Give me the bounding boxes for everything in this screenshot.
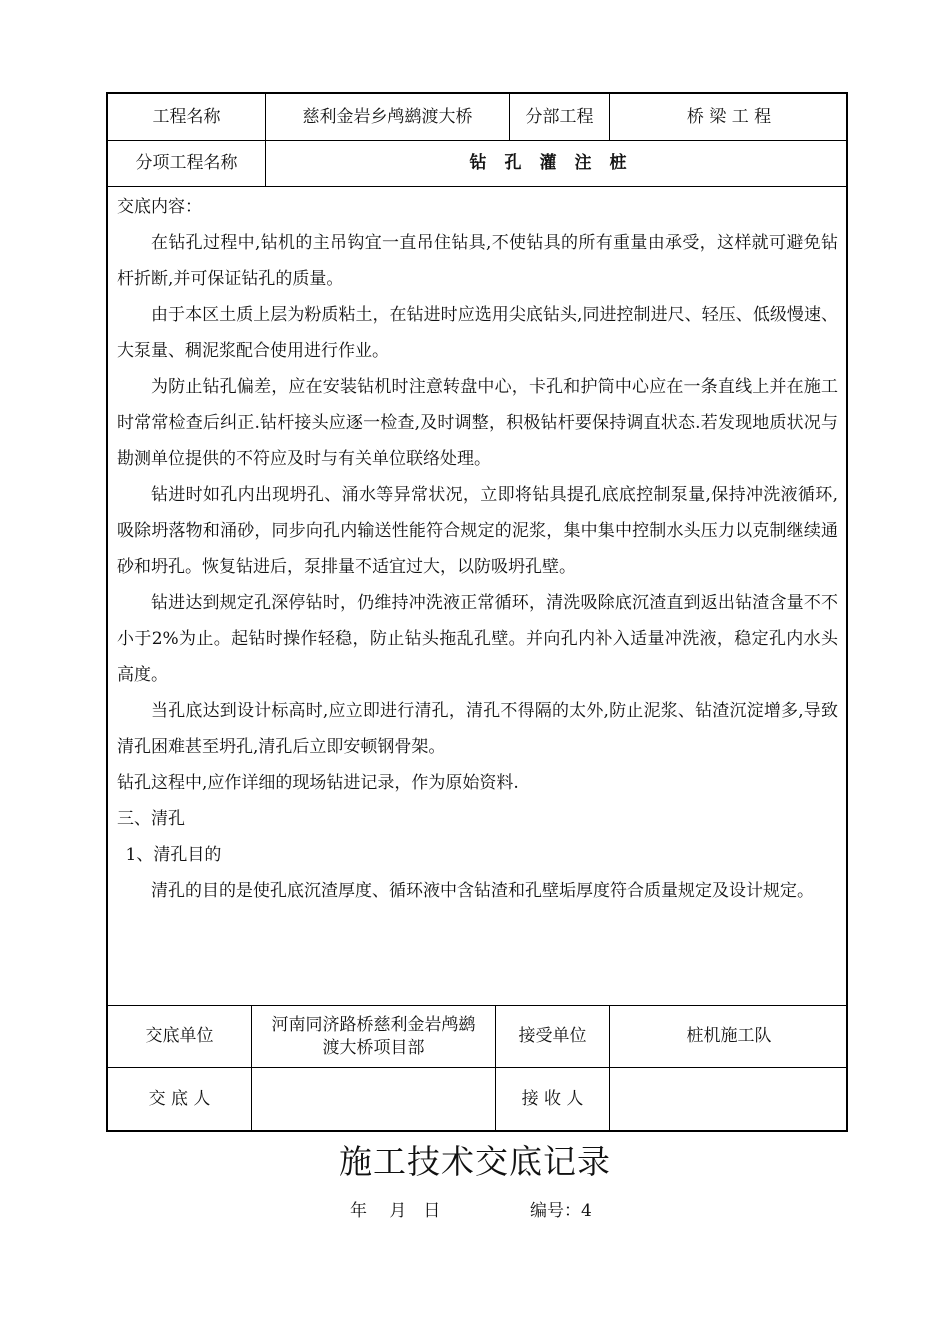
document-number-value: 4 xyxy=(581,1201,592,1221)
project-name-label: 工程名称 xyxy=(108,94,266,140)
issuer-unit-value: 河南同济路桥慈利金岩鸬鹚渡大桥项目部 xyxy=(252,1006,496,1067)
receiver-person-label: 接 收 人 xyxy=(496,1068,610,1130)
document-title: 施工技术交底记录 xyxy=(339,1142,611,1181)
content-paragraph-4: 钻进时如孔内出现坍孔、涌水等异常状况，立即将钻具提孔底底控制泵量,保持冲洗液循环,吸除坍落物和涌砂，同步向孔内输送性能符合规定的泥浆，集中集中控制水头压力以克制继续通砂和坍孔。恢复钻进后，泵排量不适宜过大，以防吸坍孔壁。 xyxy=(117,485,838,577)
division-value: 桥 梁 工 程 xyxy=(686,106,772,127)
content-paragraph-3: 为防止钻孔偏差，应在安装钻机时注意转盘中心，卡孔和护筒中心应在一条直线上并在施工时常常检查后纠正.钻杆接头应逐一检查,及时调整，积极钻杆要保持调直状态.若发现地质状况与勘测单位提供的不符应及时与有关单位联络处理。 xyxy=(117,377,838,469)
subitem-value: 钻孔灌注桩 xyxy=(469,153,645,174)
receiver-person-value xyxy=(610,1068,848,1130)
content-paragraph-6: 当孔底达到设计标高时,应立即进行清孔，清孔不得隔的太外,防止泥浆、钻渣沉淀增多,导致清孔困难甚至坍孔,清孔后立即安顿钢骨架。 xyxy=(117,701,838,757)
project-name-value: 慈利金岩乡鸬鹚渡大桥 xyxy=(266,94,510,140)
issuer-unit-label: 交底单位 xyxy=(108,1006,252,1067)
date-field: 年 月 日 xyxy=(350,1201,441,1221)
division-label: 分部工程 xyxy=(510,94,610,140)
content-paragraph-1: 在钻孔过程中,钻机的主吊钩宜一直吊住钻具,不使钻具的所有重量由承受，这样就可避免钻杆折断,并可保证钻孔的质量。 xyxy=(117,233,838,289)
receiver-unit-label: 接受单位 xyxy=(496,1006,610,1067)
issuer-person-label: 交 底 人 xyxy=(108,1068,252,1130)
document-number xyxy=(530,1196,592,1221)
header-row-project xyxy=(108,94,846,141)
subitem-label: 分项工程名称 xyxy=(108,141,266,186)
disclosure-content xyxy=(108,187,846,1006)
disclosure-form xyxy=(106,92,848,1132)
header-row-subitem xyxy=(108,141,846,187)
content-section-3: 三、清孔 xyxy=(117,809,185,829)
content-section-3-1: 1、清孔目的 xyxy=(125,845,222,865)
receiver-unit-value: 桩机施工队 xyxy=(686,1026,772,1047)
content-section-3-1-text: 清孔的目的是使孔底沉渣厚度、循环液中含钻渣和孔壁垢厚度符合质量规定及设计规定。 xyxy=(151,881,814,901)
content-paragraph-2: 由于本区土质上层为粉质粘土，在钻进时应选用尖底钻头,同进控制进尺、轻压、低级慢速、大泵量、稠泥浆配合使用进行作业。 xyxy=(117,305,838,361)
document-number-label: 编号： xyxy=(530,1201,581,1221)
sign-row-units xyxy=(108,1006,846,1068)
content-heading: 交底内容： xyxy=(117,197,202,217)
content-record-line: 钻孔这程中,应作详细的现场钻进记录，作为原始资料. xyxy=(117,773,519,793)
sign-row-persons xyxy=(108,1068,846,1130)
issuer-person-value xyxy=(252,1068,496,1130)
content-paragraph-5: 钻进达到规定孔深停钻时，仍维持冲洗液正常循环，清洗吸除底沉渣直到返出钻渣含量不不小于2%为止。起钻时操作轻稳，防止钻头拖乱孔壁。并向孔内补入适量冲洗液，稳定孔内水头高度。 xyxy=(117,593,838,685)
